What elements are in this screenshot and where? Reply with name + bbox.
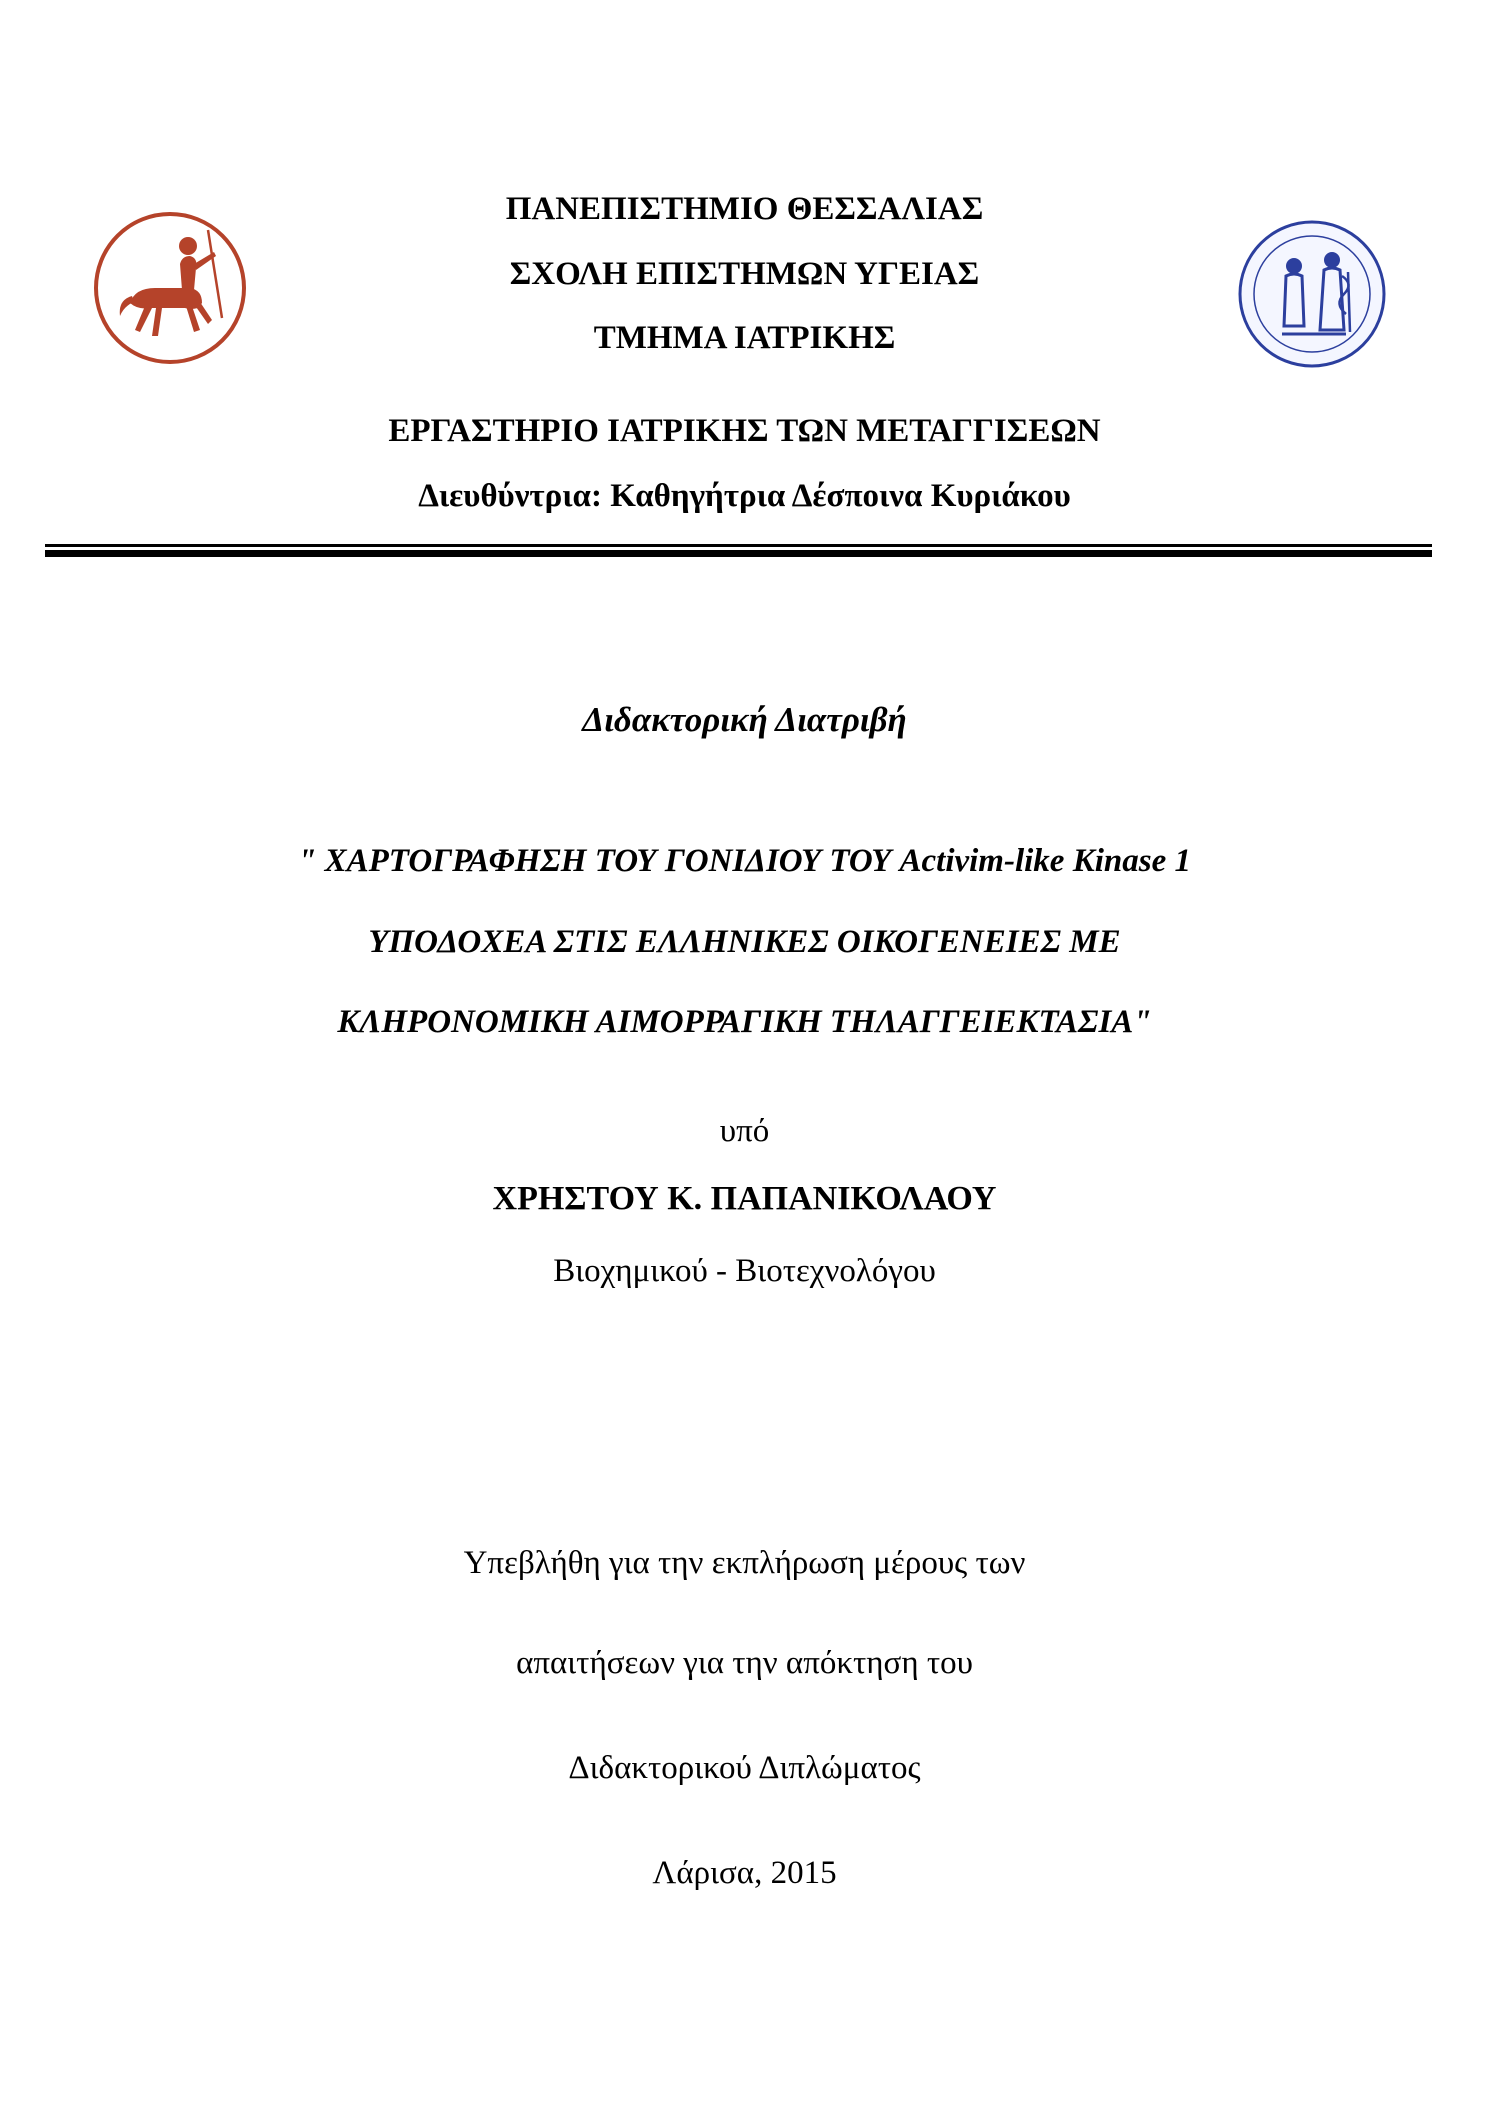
submission-line-3: Διδακτορικού Διπλώματος (568, 1750, 921, 1786)
author-role: Βιοχημικού - Βιοτεχνολόγου (553, 1253, 936, 1289)
department-name: ΤΜΗΜΑ ΙΑΤΡΙΚΗΣ (593, 320, 896, 356)
document-type: Διδακτορική Διατριβή (582, 700, 907, 739)
header-divider-thick (45, 550, 1432, 557)
submission-line-1: Υπεβλήθη για την εκπλήρωση μέρους των (463, 1545, 1026, 1581)
place-and-date: Λάρισα, 2015 (652, 1855, 837, 1891)
university-name: ΠΑΝΕΠΙΣΤΗΜΙΟ ΘΕΣΣΑΛΙΑΣ (505, 191, 984, 227)
author-name: ΧΡΗΣΤΟΥ Κ. ΠΑΠΑΝΙΚΟΛΑΟΥ (492, 1180, 997, 1217)
school-name: ΣΧΟΛΗ ΕΠΙΣΤΗΜΩΝ ΥΓΕΙΑΣ (509, 256, 980, 292)
laboratory-director: Διευθύντρια: Καθηγήτρια Δέσποινα Κυριάκου (418, 478, 1071, 514)
laboratory-name: ΕΡΓΑΣΤΗΡΙΟ ΙΑΤΡΙΚΗΣ ΤΩΝ ΜΕΤΑΓΓΙΣΕΩΝ (388, 413, 1101, 449)
header-divider-thin (45, 544, 1432, 547)
by-label: υπό (719, 1113, 770, 1149)
thesis-title-line-1: " ΧΑΡΤΟΓΡΑΦΗΣΗ ΤΟΥ ΓΟΝΙΔΙΟΥ ΤΟΥ Activim-like Kinase 1 (298, 843, 1191, 879)
thesis-title-line-3: ΚΛΗΡΟΝΟΜΙΚΗ ΑΙΜΟΡΡΑΓΙΚΗ ΤΗΛΑΓΓΕΙΕΚΤΑΣΙΑ" (337, 1004, 1152, 1040)
thesis-title-line-2: ΥΠΟΔΟΧΕΑ ΣΤΙΣ ΕΛΛΗΝΙΚΕΣ ΟΙΚΟΓΕΝΕΙΕΣ ΜΕ (368, 924, 1121, 960)
submission-line-2: απαιτήσεων για την απόκτηση του (516, 1645, 973, 1681)
